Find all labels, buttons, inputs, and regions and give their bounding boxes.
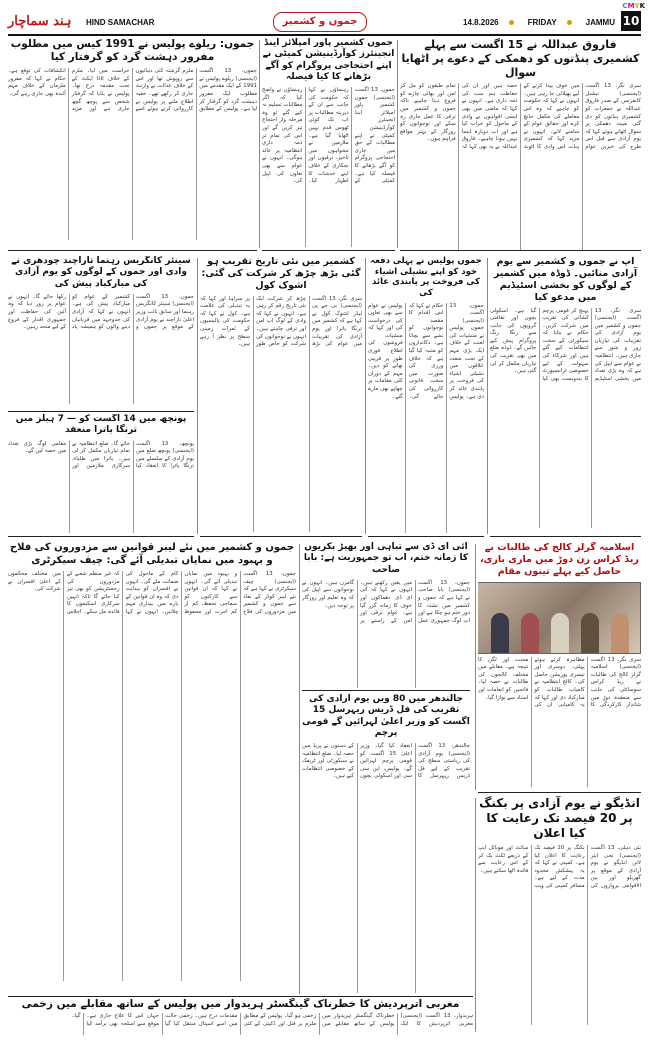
headline: آپ نے جموں و کشمیر سے یوم آزادی منائیں۔ ڈوڈہ میں کشمیر کے لوگوں کو بخشی اسٹیڈیم میں مدعو کیا bbox=[493, 256, 638, 303]
header-meta bbox=[449, 18, 615, 27]
dot-icon bbox=[567, 20, 572, 25]
page-number: 10 bbox=[621, 11, 641, 31]
headline: کشمیر میں نئی تاریخ تقریب ہو گئی بڑھ چڑھ کر شرکت کی گئی: اشوک کول bbox=[201, 256, 361, 291]
headline: مغربی اترپردیش کا خطرناک گینگسٹر ہریدوار میں پولیس کے ساتھ مقابلے میں زخمی bbox=[21, 998, 460, 1010]
story-body: جالندھر، 13 اگست (ایجنسی) یوم آزادی کی ریاستی سطح کی تقریب کے لیے فل ڈریس ریہرسل کا انعقاد کیا گیا۔ وزیر اعلیٰ 15 اگست کو قومی پرچم لہرائیں گے۔ پولیس، این سی سی اور اسکولی بچوں کے دستوں نے پریڈ میں حصہ لیا۔ ضلع انتظامیہ نے سیکورٹی اور ٹریفک کے خصوصی انتظامات کیے ہیں۔ bbox=[302, 743, 470, 780]
story-power-employees bbox=[262, 38, 395, 251]
story-railway-police bbox=[8, 38, 257, 251]
headline: پونچھ میں 14 اگست کو — 7 ہیلز میں ترنگا یاترا منعقد bbox=[15, 414, 187, 436]
headline: جموں پولیس نے پہلی دفعہ خود کو اپنے نشیلی اشیاء کی فروخت پر پابندی عائد کی bbox=[370, 256, 482, 298]
cmyk-y: Y bbox=[634, 2, 640, 10]
story-body: ہریدوار، 13 اگست (ایجنسی) مغربی اترپردیش کا ایک خطرناک گینگسٹر ہریدوار میں پولیس کے ساتھ مقابلے میں زخمی ہو گیا۔ پولیس کے مطابق ملزم پر قتل اور ڈکیتی کے کئی مقدمات درج ہیں۔ زخمی حالت میں اسے اسپتال منتقل کیا گیا جہاں اس کا علاج جاری ہے۔ موقع سے اسلحہ بھی برآمد کیا گیا۔ bbox=[71, 1013, 473, 1027]
cmyk-c: C bbox=[622, 2, 628, 10]
story-body: جموں، 13 اگست (ایجنسی) ریلوے پولیس نے 1991 کے ایک مقدمے میں مطلوب ایک مفرور دہشت گرد کو گرفتار کر لیا ہے۔ پولیس کے مطابق ملزم گزشتہ کئی دہائیوں سے روپوش تھا اور اس کے خلاف عدالت نے وارنٹ جاری کر رکھے تھے۔ خفیہ اطلاع ملنے پر پولیس نے کارروائی کرتے ہوئے اسے حراست میں لیا۔ ملزم کے خلاف ٹاڈا ایکٹ کے تحت مقدمہ درج تھا۔ پولیس نے بتایا کہ گرفتار شخص سے پوچھ گچھ جاری ہے اور مزید انکشافات کی توقع ہے۔ حکام نے کہا کہ مفرور ملزمان کے خلاف مہم آئندہ بھی جاری رہے گی۔ bbox=[8, 68, 257, 113]
headline: جالندھر میں 80 ویں یوم آزادی کی تقریب کی فل ڈریس ریہرسل 15 اگست کو وزیر اعلیٰ لہرائیں گے قومی پرچم bbox=[302, 694, 470, 738]
story-body: سری نگر، 13 اگست (ایجنسی) بی جے پی لیڈر اشوک کول نے کہا ہے کہ کشمیر میں ترنگا یاترا اور یوم آزادی کی تقریبات میں عوام کی بڑھ چڑھ کر شرکت ایک نئی تاریخ رقم کر رہی ہے۔ انہوں نے کہا کہ وادی کے لوگ اب امن اور ترقی چاہتے ہیں۔ انہوں نے نوجوانوں کی شرکت کو خاص طور پر سراہا اور کہا کہ یہ تبدیلی کی علامت ہے۔ کول نے کہا کہ حکومت کی پالیسیوں کے ثمرات زمینی سطح پر نظر آ رہے ہیں۔ bbox=[200, 295, 362, 348]
headline: جموں کشمیر پاور امپلائز اینڈ انجینئرز کوآرڈینیشن کمیٹی نے اپنے احتجاجی پروگرام کو آگے بڑھانے کا کیا فیصلہ bbox=[262, 38, 395, 82]
story-body: جموں، 13 اگست (ایجنسی) جموں پولیس نے منشیات کی لعنت کے خلاف ایک بڑی مہم کے تحت متعدد علاقوں میں نشیلی اشیاء کی فروخت پر پابندی عائد کر دی ہے۔ پولیس حکام نے کہا کہ اس اقدام کا مقصد نوجوانوں کو نشے سے بچانا ہے۔ دکانداروں کو متنبہ کیا گیا ہے کہ خلاف ورزی کی صورت میں سخت قانونی کارروائی کی جائے گی۔ پولیس نے عوام سے بھی تعاون کی درخواست کی اور کہا کہ منشیات فروشوں کی اطلاع فوری طور پر قریبی تھانے کو دیں۔ مہم کے دوران کئی مقامات پر چھاپے بھی مارے گئے۔ bbox=[368, 302, 484, 400]
headline: سینئر کانگریس رہنما تاراچند چودھری نے وادی اور جموں کے لوگوں کو یوم آزادی کی مبارکباد پیش کی bbox=[11, 256, 191, 289]
section-title: جموں و کشمیر bbox=[273, 12, 367, 32]
story-labour-laws bbox=[8, 542, 296, 994]
story-tarachand bbox=[8, 256, 194, 412]
story-jammu-police-ban bbox=[368, 256, 484, 537]
person-figure bbox=[581, 613, 599, 653]
cmyk-marks bbox=[622, 2, 645, 10]
story-body: جموں، 13 اگست (ایجنسی) سینئر کانگریس رہنما اور سابق نائب وزیر اعلیٰ تاراچند نے یوم آزادی کے موقع پر جموں و کشمیر کے عوام کو مبارکباد پیش کی ہے۔ انہوں نے کہا کہ آزادی کی جدوجہد میں قربانیاں دینے والوں کو ہمیشہ یاد رکھا جائے گا۔ انہوں نے عوام پر زور دیا کہ وہ آئین کی حفاظت اور جمہوری اقدار کے فروغ کے لیے متحد رہیں۔ bbox=[8, 293, 194, 331]
person-figure bbox=[491, 613, 509, 653]
story-body: جموں، 13 اگست (ایجنسی) جموں کشمیر پاور امپلائز اینڈ انجینئرز کوآرڈینیشن کمیٹی نے اپنے مطالبات کے حق میں جاری احتجاجی پروگرام کو آگے بڑھانے کا فیصلہ کیا ہے۔ کمیٹی کے رہنماؤں نے کہا کہ حکومت کی جانب سے ان کے دیرینہ مطالبات پر اب تک کوئی ٹھوس قدم نہیں اٹھایا گیا ہے۔ ملازمین نے تنخواہوں میں تاخیر، ترقیوں اور نجکاری کے خلاف اپنے خدشات کا اظہار کیا۔ رہنماؤں نے واضح کیا کہ اگر مطالبات تسلیم نہ کیے گئے تو وہ مرحلہ وار احتجاج تیز کریں گے اور اس کی تمام تر ذمہ داری انتظامیہ پر عائد ہوگی۔ انہوں نے عوام سے بھی تعاون کی اپیل کی۔ bbox=[262, 87, 395, 185]
headline: آئی ای ڈی سے تباہی اور بھیڑ بکریوں کا زمانہ ختم، اب تو جمہوریت ہے: بابا صاحب bbox=[303, 542, 469, 575]
person-figure bbox=[521, 613, 539, 653]
headline: اسلامیہ گرلز کالج کی طالبات نے ریڈ کراس رن دوڑ میں ماری بازی، حاصل کیے پہلے تینوں مقام bbox=[480, 542, 639, 577]
person-figure bbox=[551, 613, 569, 653]
headline: جموں: ریلوے پولیس نے 1991 کیس میں مطلوب مفرور دہشت گرد کو گرفتار کیا bbox=[10, 38, 255, 64]
story-poonch-tiranga bbox=[8, 414, 194, 537]
story-body: جموں، 13 اگست (ایجنسی) بابا صاحب نے کہا ہے کہ جموں و کشمیر میں تشدد کا دور ختم ہو چکا ہے اور اب لوگ جمہوری عمل میں یقین رکھتے ہیں۔ انہوں نے کہا کہ آئی ای ڈی دھماکوں اور خوف کا زمانہ گزر گیا ہے۔ عوام ترقی اور امن کے راستے پر گامزن ہیں۔ انہوں نے نوجوانوں سے اپیل کی کہ وہ تعلیم اور روزگار پر توجہ دیں۔ bbox=[302, 579, 470, 624]
newspaper-logo: ہند سماچار bbox=[8, 14, 72, 29]
story-body: جموں، 13 اگست (ایجنسی) چیف سیکرٹری نے کہا ہے کہ نئے لیبر کوڈز کے نفاذ سے جموں و کشمیر میں مزدوروں کی فلاح و بہبود میں نمایاں تبدیلی آئے گی۔ انہوں نے کہا کہ ان قوانین سے کارکنوں کو سماجی تحفظ، کم از کم اجرت اور محفوظ کام کے ماحول کی ضمانت ملے گی۔ انہوں نے افسران کو ہدایت دی کہ وہ ان قوانین کے بارے میں بیداری مہم چلائیں۔ انہوں نے کہا کہ غیر منظم شعبے کے مزدوروں کی رجسٹریشن کو بھی تیز کیا جائے گا تاکہ انہیں سرکاری اسکیموں کا فائدہ مل سکے۔ اجلاس میں مختلف محکموں کے اعلیٰ افسران نے شرکت کی۔ bbox=[8, 571, 296, 615]
story-indigo-discount bbox=[478, 796, 641, 1034]
story-ashok-koul bbox=[200, 256, 362, 537]
story-jalandhar-rehearsal bbox=[302, 694, 470, 994]
headline: انڈیگو نے یوم آزادی پر بکنگ پر 20 فیصد تک رعایت کا کیا اعلان bbox=[479, 796, 640, 840]
story-body: پونچھ، 13 اگست (ایجنسی) پونچھ ضلع میں یوم آزادی کے سلسلے میں ترنگا یاترا کا انعقاد کیا جائے گا۔ ضلع انتظامیہ نے تمام تیاریاں مکمل کر لی ہیں۔ یاترا میں طلباء، سرکاری ملازمین اور مقامی لوگ بڑی تعداد میں حصہ لیں گے۔ bbox=[8, 440, 194, 470]
masthead bbox=[8, 12, 641, 36]
issue-date: 14.8.2026 bbox=[463, 18, 499, 27]
issue-city: JAMMU bbox=[585, 18, 615, 27]
headline: فاروق عبداللہ نے 15 اگست سے پہلے کشمیری پنڈتوں کو دھمکی کے دعوے پر اٹھایا سوال bbox=[401, 38, 640, 79]
person-figure bbox=[611, 613, 629, 653]
cmyk-m: M bbox=[627, 2, 635, 10]
issue-day: FRIDAY bbox=[527, 18, 557, 27]
cmyk-k: K bbox=[639, 2, 645, 10]
dot-icon bbox=[509, 20, 514, 25]
story-independence-day-doda bbox=[490, 256, 641, 537]
headline: جموں و کشمیر میں نئے لیبر قوانین سے مزدوروں کی فلاح و بہبود میں نمایاں تبدیلی آئے گی: چیف سیکرٹری bbox=[9, 542, 295, 566]
story-body: سری نگر، 13 اگست (ایجنسی) جموں و کشمیر میں یوم آزادی کی تقریبات کی تیاریاں زور و شور سے جاری ہیں۔ انتظامیہ نے عوام سے اپیل کی ہے کہ وہ بڑی تعداد میں بخشی اسٹیڈیم پہنچ کر قومی پرچم کشائی کی تقریب میں شرکت کریں۔ حکام نے بتایا کہ سیکورٹی کے سخت انتظامات کیے گئے ہیں اور شرکاء کی سہولت کے لیے خصوصی ٹرانسپورٹ کا بندوبست بھی کیا گیا ہے۔ اسکولی بچوں اور ثقافتی گروپوں کی جانب سے رنگا رنگ پروگرام پیش کیے جائیں گے۔ ڈوڈہ ضلع میں بھی تقریب کی تیاریاں مکمل کر لی گئی ہیں۔ bbox=[490, 307, 641, 382]
story-haridwar-gangster bbox=[8, 998, 473, 1038]
story-body: سری نگر، 13 اگست (ایجنسی) اسلامیہ گرلز کالج کی طالبات نے ریڈ کراس سوسائٹی کی جانب سے منعقدہ دوڑ میں شاندار کارکردگی کا مظاہرہ کرتے ہوئے پہلی، دوسری اور تیسری پوزیشن حاصل کی۔ کالج انتظامیہ نے کامیاب طالبات کو مبارکباد دی اور کہا کہ یہ کامیابی ان کی محنت اور لگن کا نتیجہ ہے۔ مقابلے میں مختلف کالجوں کی طالبات نے حصہ لیا۔ فاتحین کو انعامات اور اسناد سے نوازا گیا۔ bbox=[478, 656, 641, 709]
brand-name: HIND SAMACHAR bbox=[86, 18, 155, 27]
story-baba-sahib bbox=[302, 542, 470, 691]
story-farooq-abdullah bbox=[400, 38, 641, 251]
story-islamia-girls-college bbox=[478, 542, 641, 793]
story-body: سری نگر، 13 اگست (ایجنسی) نیشنل کانفرنس کے صدر فاروق عبداللہ نے جمعرات کو کشمیری پنڈتوں کو دی گئی مبینہ دھمکی پر سوال اٹھاتے ہوئے کہا کہ یوم آزادی سے قبل اس طرح کی خبریں عوام میں خوف پیدا کرنے کے لیے پھیلائی جا رہی ہیں۔ انہوں نے کہا کہ حکومت کو چاہیے کہ وہ اس معاملے کی مکمل جانچ کرے اور حقائق عوام کے سامنے لائے۔ انہوں نے مزید کہا کہ کشمیری پنڈت اس وادی کا اٹوٹ حصہ ہیں اور ان کی حفاظت ہم سب کی ذمہ داری ہے۔ انہوں نے کہا کہ ماضی میں بھی ایسی افواہوں نے وادی کے ماحول کو خراب کیا ہے اور اب دوبارہ ایسا نہیں ہونا چاہیے۔ فاروق عبداللہ نے یہ بھی کہا کہ تمام طبقوں کو مل کر امن اور بھائی چارے کو فروغ دینا چاہیے تاکہ جموں و کشمیر میں ترقی کا عمل جاری رہ سکے اور نوجوانوں کو روزگار کے بہتر مواقع فراہم ہوں۔ bbox=[400, 83, 641, 150]
girls-college-photo bbox=[478, 582, 641, 654]
story-body: نئی دہلی، 13 اگست (ایجنسی) نجی ایئر لائن انڈیگو نے یوم آزادی کے موقع پر گھریلو اور بین الاقوامی پروازوں کی بکنگ پر 20 فیصد تک رعایت کا اعلان کیا ہے۔ کمپنی نے کہا کہ یہ پیشکش محدود مدت کے لیے ہے۔ مسافر کمپنی کی ویب سائٹ اور موبائل ایپ کے ذریعے ٹکٹ بک کر کے اس رعایت سے فائدہ اٹھا سکتے ہیں۔ bbox=[478, 845, 641, 889]
